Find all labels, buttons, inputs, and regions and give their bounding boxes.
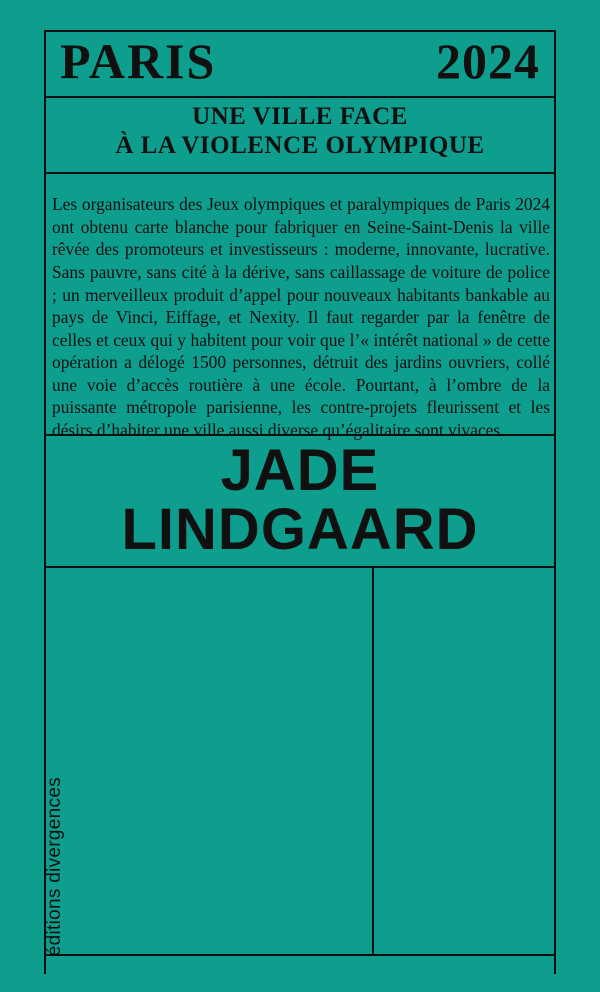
blurb-text: Les organisateurs des Jeux olympiques et paralympiques de Paris 2024 ont obtenu carte blanche pour fabriquer en Seine-Saint-Denis la ville rêvée des promoteurs et investisseurs : moderne, innovante, lucrative. Sans pauvre, sans cité à la dérive, sans caillassage de voiture de police ; un merveilleux produit d’appel pour nouveaux habitants bankable au pays de Vinci, Eiffage, et Nexity. Il faut regarder par la fenêtre de celles et ceux qui y habitent pour voir que l’« intérêt national » de cette opération a délogé 1500 personnes, détruit des jardins ouvriers, collé une voie d’accès routière à une école. Pourtant, à l’ombre de la puissante métropole parisienne, les contre-projets fleurissent et les désirs d’habiter une ville aussi diverse qu’égalitaire sont vivaces. <box>52 194 550 440</box>
author-block <box>44 436 556 564</box>
subtitle-line-1: UNE VILLE FACE <box>192 103 408 130</box>
subtitle-line-2: À LA VIOLENCE OLYMPIQUE <box>115 132 485 160</box>
author-first-name: JADE <box>220 437 380 503</box>
subtitle <box>50 102 550 161</box>
divider-center-vertical <box>372 566 374 954</box>
divider-under-title <box>44 96 556 98</box>
title-year: 2024 <box>436 33 540 89</box>
divider-top <box>44 30 556 32</box>
page-title: PARIS <box>60 33 217 89</box>
author-last-name: LINDGAARD <box>121 497 479 562</box>
divider-under-subtitle <box>44 172 556 174</box>
divider-under-author <box>44 566 556 568</box>
divider-bottom <box>44 954 556 956</box>
title-row <box>60 33 540 89</box>
publisher-imprint: éditions divergences <box>44 776 65 956</box>
